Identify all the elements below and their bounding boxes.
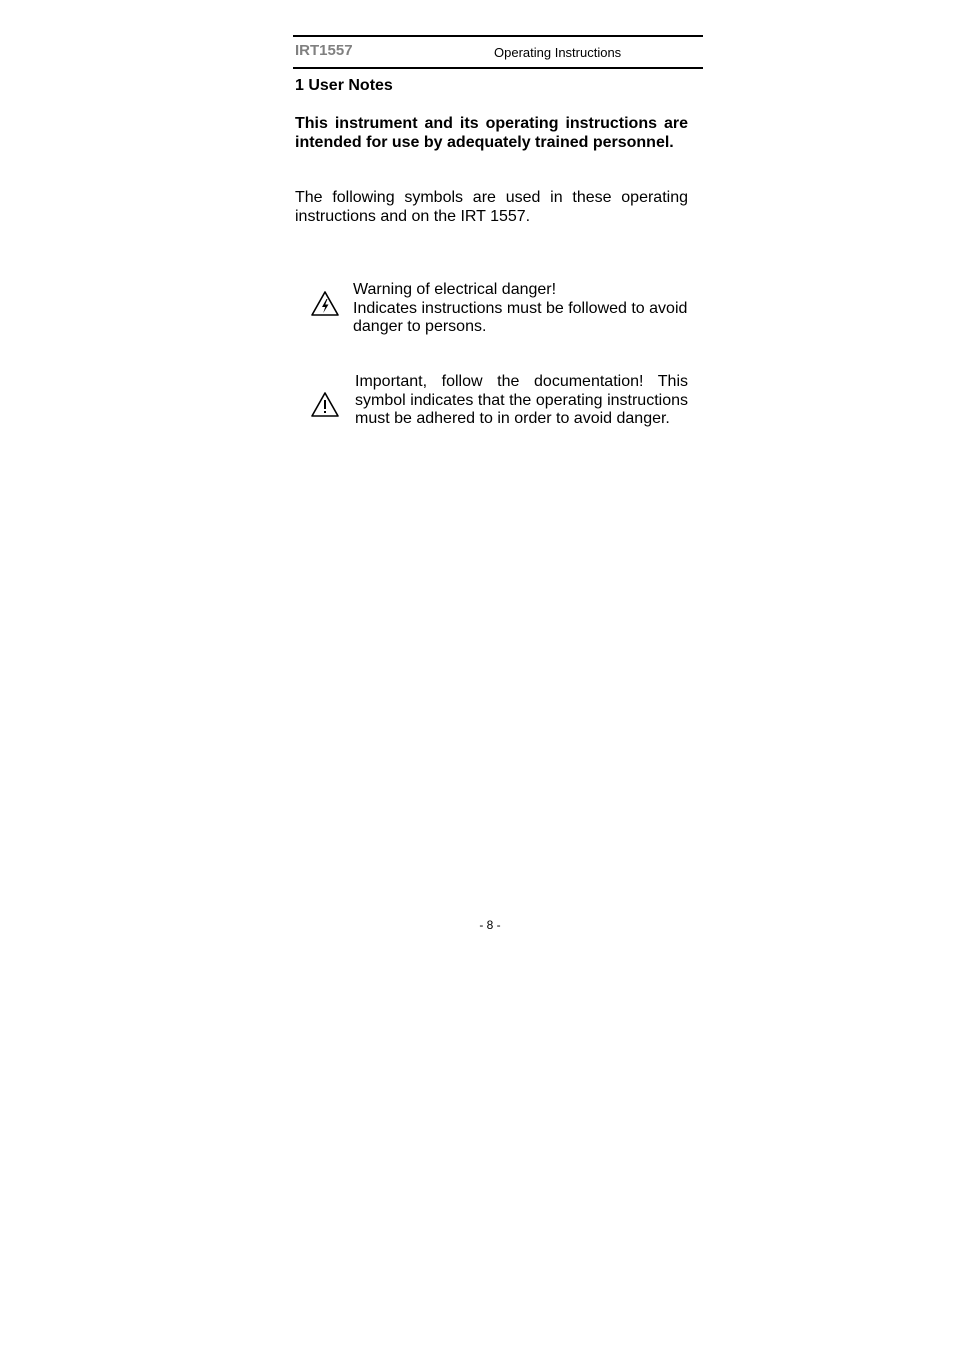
header-title: Operating Instructions	[494, 45, 622, 60]
symbols-intro: The following symbols are used in these operating instructions and on the IRT 1557.	[295, 189, 688, 225]
electrical-danger-note	[353, 281, 693, 337]
electrical-danger-text: Indicates instructions must be followed to avoid danger to persons.	[353, 299, 688, 335]
page-header	[293, 35, 703, 69]
electrical-danger-title: Warning of electrical danger!	[353, 281, 557, 298]
page-number: - 8 -	[479, 918, 501, 932]
important-documentation-note: Important, follow the documentation! This symbol indicates that the operating instructions must be adhered to in order to avoid danger.	[355, 373, 688, 427]
electrical-danger-triangle-icon	[310, 290, 340, 318]
exclamation-triangle-icon	[310, 391, 340, 419]
trained-personnel-notice: This instrument and its operating instructions are intended for use by adequately trained personnel.	[295, 115, 688, 151]
header-model: IRT1557	[295, 42, 353, 59]
section-title: 1 User Notes	[295, 77, 393, 94]
